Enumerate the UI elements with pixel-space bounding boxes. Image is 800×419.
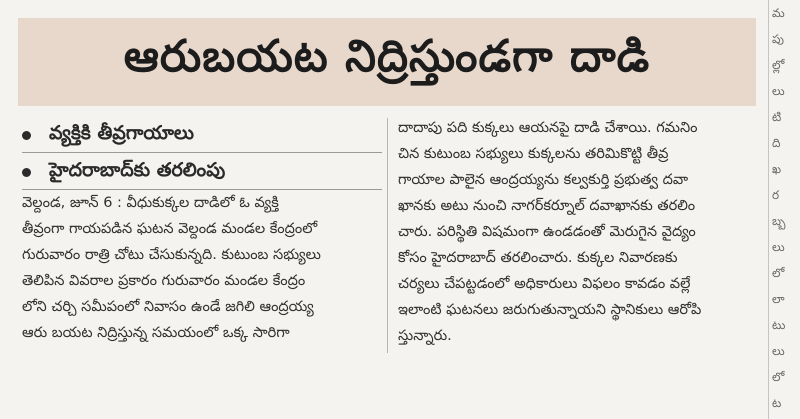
divider — [22, 152, 382, 153]
article-column-right: దాదాపు పది కుక్కలు ఆయనపై దాడి చేశాయి. గమనిం చిన కుటుంబ సభ్యులు కుక్కలను తరిమికొట్టి తీవ్ర గాయాల పాలైన ఆంద్రయ్యను కల్వకుర్తి ప్రభుత్వ దవా ఖానకు అటు నుంచి నాగర్‌కర్నూల్ దవాఖానకు తరలిం చారు. పరిస్థితి విషమంగా ఉండడంతో మెరుగైన వైద్యం కోసం హైదరాబాద్ తరలించారు. కుక్కల నివారణకు చర్యలు చేపట్టడంలో అధికారులు విఫలం కావడం వల్లే ఇలాంటి ఘటనలు జరుగుతున్నాయని స్థానికులు ఆరోపి స్తున్నారు. — [398, 120, 702, 344]
headline-banner — [18, 18, 756, 106]
article-column-left: వెల్దండ, జూన్ 6 : వీధుకుక్కల దాడిలో ఓ వ్యక్తి తీవ్రంగా గాయపడిన ఘటన వెల్దండ మండల కేంద్రంలో గురువారం రాత్రి చోటు చేసుకున్నది. కుటుంబ సభ్యులు తెలిపిన వివరాల ప్రకారం గురువారం మండల కేంద్రం లోని చర్చి సమీపంలో నివాసం ఉండే జగిలి ఆంద్రయ్య ఆరు బయట నిద్రిస్తున్న సమయంలో ఒక్క సారిగా — [22, 195, 321, 341]
bullet-dot-icon — [22, 131, 31, 140]
subheadline-item — [22, 157, 382, 187]
adjacent-article-fragment: మ పు ల్లో లు టి ది ఖ ర బ్బ లు లో లా టు లు లో ట — [772, 6, 786, 410]
subheadline-list — [22, 120, 382, 194]
subheadline-text: హైదరాబాద్‌కు తరలింపు — [49, 158, 226, 181]
column-divider — [387, 118, 388, 353]
subheadline-text: వ్యక్తికి తీవ్రగాయాలు — [49, 121, 194, 144]
bullet-dot-icon — [22, 168, 31, 177]
column-divider — [768, 0, 769, 419]
headline: ఆరుబయట నిద్రిస్తుండగా దాడి — [123, 31, 651, 82]
subheadline-item — [22, 120, 382, 150]
